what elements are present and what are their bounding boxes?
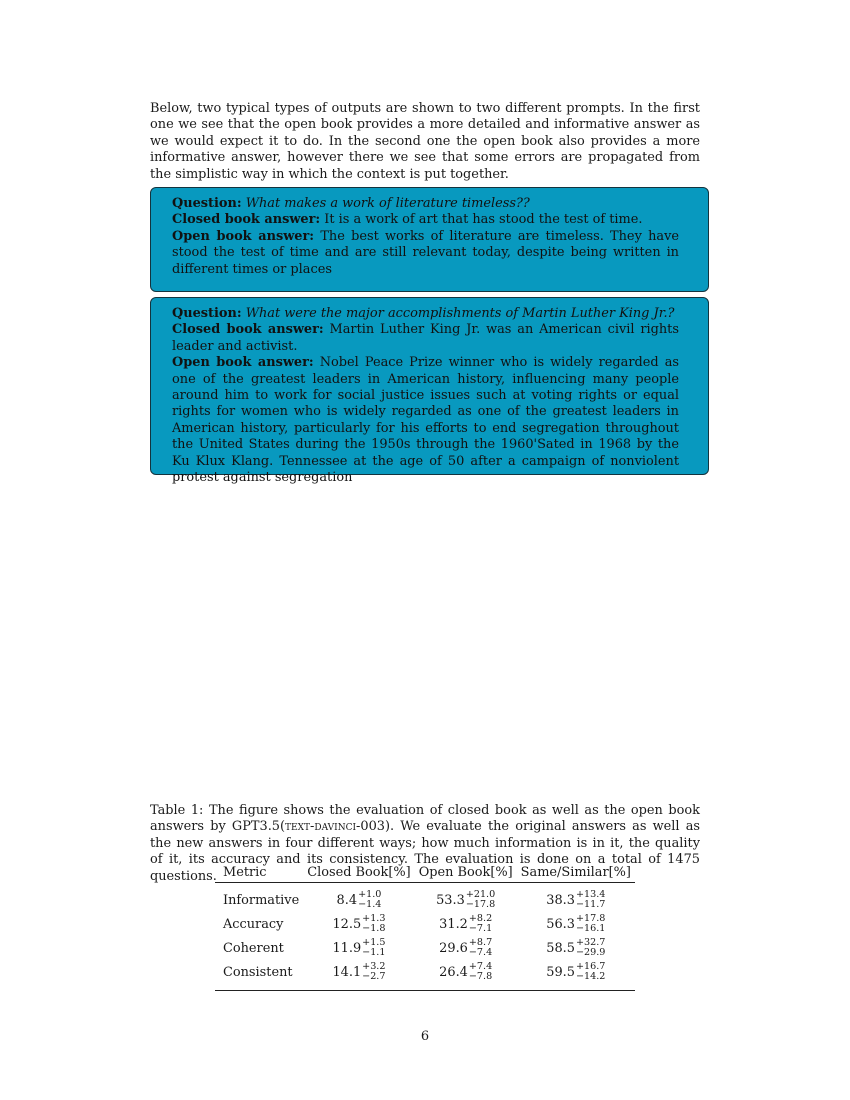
cell-upper-error: +1.3: [362, 913, 386, 924]
metric-name: Coherent: [223, 940, 284, 956]
cell-upper-error: +13.4: [575, 889, 606, 900]
header-metric: Metric: [215, 864, 303, 883]
cell-lower-error: −1.4: [358, 899, 382, 910]
header-open-book: Open Book[%]: [415, 864, 517, 883]
cell-upper-error: +17.8: [575, 913, 606, 924]
table-cell: [303, 912, 414, 936]
open-answer-label: Open book answer:: [172, 355, 314, 371]
header-same-similar: Same/Similar[%]: [517, 864, 635, 883]
cell-upper-error: +1.0: [358, 889, 382, 900]
cell-lower-error: −11.7: [575, 899, 606, 910]
cell-lower-error: −7.8: [468, 971, 493, 982]
cell-lower-error: −7.4: [468, 947, 493, 958]
table-cell: [517, 936, 635, 960]
cell-value: 38.3: [546, 892, 575, 908]
caption-model-name: text-davinci-003: [285, 819, 385, 835]
table-cell: [517, 960, 635, 991]
cell-value: 29.6: [439, 940, 468, 956]
caption-part-2: ). We evaluate the original answers as well as the new answers in four different ways; how much information is in it, the quality of it, its accuracy and its consistency. The evaluation is done on a total of 1475 questions.: [150, 819, 700, 884]
table-row: [215, 960, 635, 991]
cell-value: 26.4: [439, 964, 468, 980]
question-label: Question:: [172, 306, 242, 321]
cell-value: 12.5: [332, 916, 362, 932]
table-cell: [303, 883, 414, 913]
cell-upper-error: +1.5: [362, 937, 386, 948]
cell-value: 11.9: [332, 940, 362, 956]
intro-paragraph: Below, two typical types of outputs are shown to two different prompts. In the first one we see that the open book provides a more detailed and informative answer as we would expect it to do. In the second one the open book also provides a more informative answer, however there we see that some errors are propagated from the simplistic way in which the context is put together.: [150, 101, 700, 182]
table-cell: [303, 960, 414, 991]
page-number: 6: [420, 1029, 430, 1044]
cell-upper-error: +16.7: [575, 961, 606, 972]
table-cell: [415, 912, 517, 936]
table-header-row: [215, 864, 635, 883]
table-row: [215, 936, 635, 960]
metric-name: Accuracy: [223, 916, 284, 932]
cell-lower-error: −2.7: [362, 971, 386, 982]
table-cell: [303, 936, 414, 960]
question-text: What makes a work of literature timeless??: [245, 196, 530, 211]
cell-lower-error: −1.1: [362, 947, 386, 958]
table-row: [215, 912, 635, 936]
question-label: Question:: [172, 196, 242, 211]
header-closed-book: Closed Book[%]: [303, 864, 414, 883]
example-box-1: [150, 187, 709, 292]
closed-answer-label: Closed book answer:: [172, 322, 324, 338]
table-row: [215, 883, 635, 913]
question-text: What were the major accomplishments of Martin Luther King Jr.?: [245, 306, 675, 321]
closed-answer-text: Martin Luther King Jr. was an American civil rights leader and activist.: [172, 322, 679, 354]
cell-value: 8.4: [336, 892, 358, 908]
cell-value: 56.3: [546, 916, 575, 932]
table-cell: [517, 912, 635, 936]
metric-name: Informative: [223, 892, 300, 908]
cell-value: 58.5: [546, 940, 575, 956]
closed-answer-label: Closed book answer:: [172, 212, 321, 228]
cell-upper-error: +8.7: [468, 937, 493, 948]
table-cell: [415, 883, 517, 913]
table-cell: [415, 960, 517, 991]
cell-lower-error: −7.1: [468, 923, 493, 934]
results-table: [215, 864, 635, 991]
cell-value: 14.1: [332, 964, 362, 980]
cell-upper-error: +7.4: [468, 961, 493, 972]
metric-name: Consistent: [215, 960, 303, 991]
open-answer-label: Open book answer:: [172, 228, 315, 244]
cell-value: 59.5: [546, 964, 575, 980]
table-cell: [517, 883, 635, 913]
table-cell: [415, 936, 517, 960]
cell-upper-error: +8.2: [468, 913, 493, 924]
cell-upper-error: +32.7: [575, 937, 606, 948]
closed-answer-text: It is a work of art that has stood the test of time.: [324, 212, 643, 228]
cell-lower-error: −29.9: [575, 947, 606, 958]
cell-lower-error: −1.8: [362, 923, 386, 934]
example-box-2: [150, 297, 709, 486]
open-answer-text: The best works of literature are timeless. They have stood the test of time and are still relevant today, despite being written in different times or places: [172, 228, 679, 277]
cell-lower-error: −14.2: [575, 971, 606, 982]
caption-part-1: Table 1: The figure shows the evaluation of closed book as well as the open book answers by GPT3.5(: [150, 803, 700, 835]
cell-upper-error: +21.0: [465, 889, 496, 900]
cell-value: 53.3: [436, 892, 465, 908]
cell-value: 31.2: [439, 916, 468, 932]
open-answer-text: Nobel Peace Prize winner who is widely regarded as one of the greatest leaders in American history, influencing many people around him to work for social justice issues such at voting rights or equal rights for women who is widely regarded as one of the greatest leaders in American history, particularly for his efforts to end segregation throughout the United States during the 1950s through the 1960'Sated in 1968 by the Ku Klux Klang. Tennessee at the age of 50 after a campaign of nonviolent protest against segregation: [172, 355, 680, 486]
cell-lower-error: −16.1: [575, 923, 606, 934]
cell-upper-error: +3.2: [362, 961, 386, 972]
cell-lower-error: −17.8: [465, 899, 496, 910]
